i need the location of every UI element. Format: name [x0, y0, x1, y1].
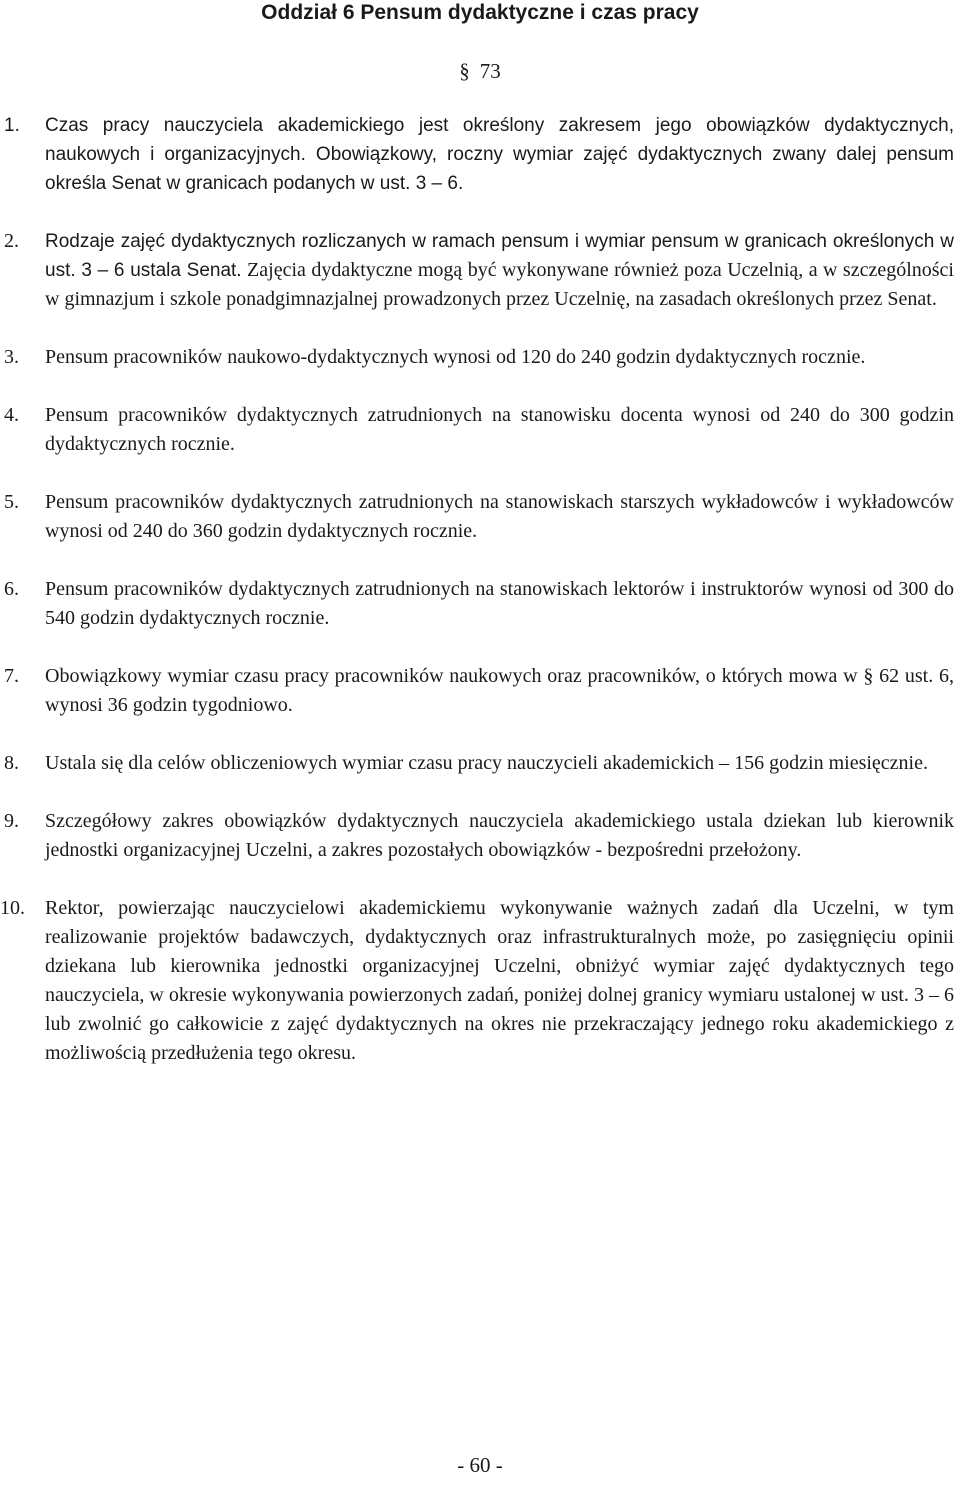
item-number: 4.	[4, 404, 19, 426]
list-item-2	[0, 227, 960, 314]
item-number: 6.	[4, 578, 19, 600]
page-number: - 60 -	[457, 1453, 503, 1477]
list-item-7	[0, 662, 960, 720]
section-number: 73	[479, 59, 501, 83]
item-number: 2.	[4, 230, 19, 252]
list-item-8	[0, 749, 960, 778]
list-item-9	[0, 807, 960, 865]
item-number: 7.	[4, 665, 19, 687]
item-text: Ustala się dla celów obliczeniowych wymiar czasu pracy nauczycieli akademickich – 156 godzin miesięcznie.	[45, 752, 928, 774]
item-text: Pensum pracowników dydaktycznych zatrudnionych na stanowisku docenta wynosi od 240 do 300 godzin dydaktycznych rocznie.	[45, 404, 954, 455]
list-item-3	[0, 343, 960, 372]
item-text: Obowiązkowy wymiar czasu pracy pracowników naukowych oraz pracowników, o których mowa w § 62 ust. 6, wynosi 36 godzin tygodniowo.	[45, 665, 954, 716]
list-item-6	[0, 575, 960, 633]
item-number: 9.	[4, 810, 19, 832]
list-item-10	[0, 894, 960, 1068]
item-number: 10.	[0, 897, 25, 919]
list-item-1	[0, 111, 960, 198]
provisions-list	[0, 111, 960, 1097]
item-number: 1.	[4, 115, 20, 136]
item-number: 8.	[4, 752, 19, 774]
list-item-4	[0, 401, 960, 459]
item-text: Czas pracy nauczyciela akademickiego jest określony zakresem jego obowiązków dydaktycznych, naukowych i organizacyjnych. Obowiązkowy, roczny wymiar zajęć dydaktycznych zwany dalej pensum określa Senat w granicach podanych w ust. 3 – 6.	[45, 115, 954, 194]
section-heading: Oddział 6 Pensum dydaktyczne i czas pracy	[261, 1, 699, 24]
paragraph-mark	[0, 58, 960, 84]
item-number: 5.	[4, 491, 19, 513]
item-text: Pensum pracowników dydaktycznych zatrudnionych na stanowiskach lektorów i instruktorów wynosi od 300 do 540 godzin dydaktycznych rocznie.	[45, 578, 954, 629]
item-text: Pensum pracowników dydaktycznych zatrudnionych na stanowiskach starszych wykładowców i wykładowców wynosi od 240 do 360 godzin dydaktycznych rocznie.	[45, 491, 954, 542]
item-text: Szczegółowy zakres obowiązków dydaktycznych nauczyciela akademickiego ustala dziekan lub kierownik jednostki organizacyjnej Uczelni, a zakres pozostałych obowiązków - bezpośredni przełożony.	[45, 810, 954, 861]
item-text: Rektor, powierzając nauczycielowi akademickiemu wykonywanie ważnych zadań dla Uczelni, w tym realizowanie projektów badawczych, dydaktycznych oraz infrastrukturalnych może, po zasięgnięciu opinii dziekana lub kierownika jednostki organizacyjnej Uczelni, obniżyć wymiar zajęć dydaktycznych tego nauczyciela, w okresie wykonywania powierzonych zadań, poniżej dolnej granicy wymiaru ustalonej w ust. 3 – 6 lub zwolnić go całkowicie z zajęć dydaktycznych na okres nie przekraczający jednego roku akademickiego z możliwością przedłużenia tego okresu.	[45, 897, 954, 1064]
list-item-5	[0, 488, 960, 546]
item-text: Pensum pracowników naukowo-dydaktycznych wynosi od 120 do 240 godzin dydaktycznych rocznie.	[45, 346, 866, 368]
item-text-part-b: Zajęcia dydaktyczne mogą być wykonywane również poza Uczelnią, a w szczególności w gimnazjum i szkole ponadgimnazjalnej prowadzonych przez Uczelnię, na zasadach określonych przez Senat.	[45, 259, 954, 310]
section-symbol: §	[459, 59, 470, 83]
item-text-part-a: Rodzaje zajęć dydaktycznych rozliczanych w ramach pensum i wymiar pensum w granicach określonych w ust. 3 – 6 ustala Senat.	[45, 231, 954, 281]
item-number: 3.	[4, 346, 19, 368]
